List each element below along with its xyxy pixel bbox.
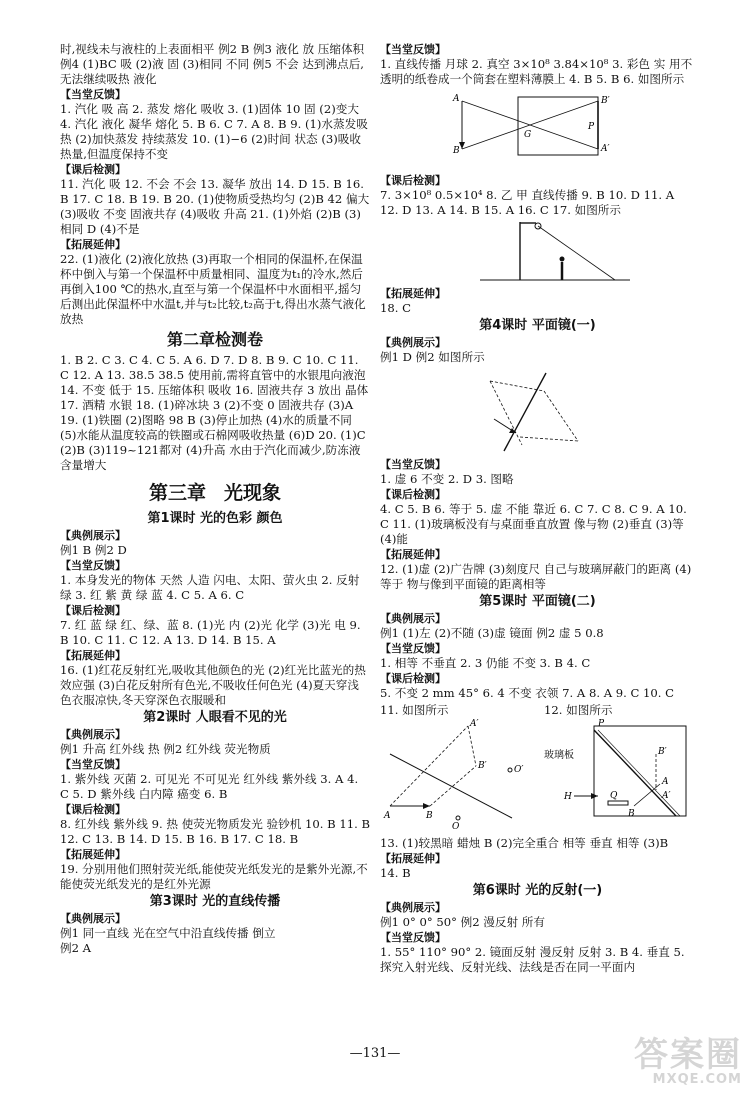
section-tag: 【课后检测】 [60, 163, 126, 176]
section-tag: 【拓展延伸】 [380, 287, 446, 300]
answer-text: 5. 不变 2 mm 45° 6. 4 不变 衣领 7. A 8. A 9. C 10. C [380, 686, 675, 700]
answer-text: 7. 红 蓝 绿 红、绿、蓝 8. (1)光 内 (2)光 化学 (3)光 电 9. B 10. C 11. C 12. A 13. D 14. B 15. A [60, 618, 361, 647]
answer-text: 1. 55° 110° 90° 2. 镜面反射 漫反射 反射 3. B 4. 垂直 5. 探究入射光线、反射光线、法线是否在同一平面内 [380, 945, 685, 974]
answer-text: 14. B [380, 866, 411, 880]
answer-text: 例1 同一直线 光在空气中沿直线传播 倒立 [60, 926, 276, 940]
fig-label: P [588, 122, 595, 132]
fig-label: O′ [514, 765, 524, 775]
answer-text: 1. 虚 6 不变 2. D 3. 图略 [380, 472, 514, 486]
streetlight-shadow-figure [480, 218, 630, 284]
answer-text: 1. B 2. C 3. C 4. C 5. A 6. D 7. D 8. B 9. C 10. C 11. C 12. A 13. 38.5 38.5 使用前,需将直管中的水银甩向液泡 14. 不变 低于 15. 压缩体积 吸收 16. 固液共存 3 放出 晶体 17. 酒精 水银 18. (1)碎冰块 3 (2)不变 0 固液共存 (3)A 19. (1)铁圈 (2)图略 98 B (3)停止加热 (4)水的质量不同 (5)水能从温度较高的铁圈或石棉网吸收热量 (6)D 20. (1)C (2)B (3)119~121都对 (4)升高 水由于汽化而减少,防冻液含量增大 [60, 353, 369, 472]
answer-text: 例1 升高 红外线 热 例2 红外线 荧光物质 [60, 742, 271, 756]
fig-label: A′ [470, 719, 479, 729]
fig-label: B [628, 809, 635, 819]
answer-text: 13. (1)较黑暗 蜡烛 B (2)完全重合 相等 垂直 相等 (3)B [380, 836, 669, 850]
section-tag: 【当堂反馈】 [60, 88, 126, 101]
answer-text: 7. 3×10⁸ 0.5×10⁴ 8. 乙 甲 直线传播 9. B 10. D 11. A 12. D 13. A 14. B 15. A 16. C 17. 如图所示 [380, 188, 675, 217]
answer-text: 例1 0° 0° 50° 例2 漫反射 所有 [380, 915, 545, 929]
watermark-text: 答案圈 [634, 1035, 742, 1075]
section-tag: 【典例展示】 [380, 901, 446, 914]
section-tag: 【课后检测】 [380, 672, 446, 685]
section-tag: 【典例展示】 [60, 529, 126, 542]
right-column [380, 42, 695, 975]
fig-label: A [662, 777, 669, 787]
lesson-title: 第1课时 光的色彩 颜色 [147, 511, 283, 526]
answer-text: 18. C [380, 301, 411, 315]
glass-plate-figure-12 [544, 718, 694, 830]
watermark-url: MXQE.COM [652, 1072, 742, 1087]
section-tag: 【拓展延伸】 [60, 848, 126, 861]
section-tag: 【当堂反馈】 [60, 758, 126, 771]
answer-text: 8. 红外线 紫外线 9. 热 使荧光物质发光 验钞机 10. B 11. B 12. C 13. B 14. D 15. B 16. B 17. C 18. B [60, 817, 370, 846]
fig-label: A′ [601, 144, 610, 154]
section-tag: 【当堂反馈】 [60, 559, 126, 572]
fig-label: B [426, 811, 433, 821]
fig-label: 玻璃板 [544, 750, 574, 761]
answer-text: 4. C 5. B 6. 等于 5. 虚 不能 靠近 6. C 7. C 8. C 9. A 10. C 11. (1)玻璃板没有与桌面垂直放置 像与物 (2)垂直 (3)等 (4)能 [380, 502, 687, 546]
lesson-title: 第2课时 人眼看不见的光 [143, 710, 287, 725]
section-tag: 【拓展延伸】 [380, 548, 446, 561]
section-tag: 【课后检测】 [380, 488, 446, 501]
section-tag: 【拓展延伸】 [60, 238, 126, 251]
section-tag: 【课后检测】 [380, 174, 446, 187]
fig-label: Q [610, 791, 618, 801]
lesson-title: 第3课时 光的直线传播 [149, 894, 281, 909]
mirror-image-figure-11 [380, 718, 530, 830]
section-tag: 【当堂反馈】 [380, 931, 446, 944]
section-tag: 【典例展示】 [60, 912, 126, 925]
answer-text: 12. (1)虚 (2)广告牌 (3)刻度尺 自己与玻璃屏蔽门的距离 (4)等于 物与像到平面镜的距离相等 [380, 562, 692, 591]
section-tag: 【拓展延伸】 [380, 852, 446, 865]
answer-text: 1. 相等 不垂直 2. 3 仍能 不变 3. B 4. C [380, 656, 591, 670]
fig-label: B′ [658, 747, 667, 757]
answer-text: 16. (1)红花反射红光,吸收其他颜色的光 (2)红光比蓝光的热效应强 (3)白花反射所有色光,不吸收任何色光 (4)夏天穿浅色衣服凉快,冬天穿深色衣服暖和 [60, 663, 366, 707]
fig-label: B [453, 146, 460, 156]
figure-row [380, 703, 695, 834]
section-tag: 【当堂反馈】 [380, 43, 446, 56]
lesson-title: 第4课时 平面镜(一) [479, 318, 596, 333]
fig-label: B′ [601, 96, 610, 106]
answer-text: 1. 汽化 吸 高 2. 蒸发 熔化 吸收 3. (1)固体 10 固 (2)变大 4. 汽化 液化 凝华 熔化 5. B 6. C 7. A 8. B 9. (1)水蒸发吸热 (2)加快蒸发 持续蒸发 10. (1)−6 (2)时间 状态 (3)吸收热量,但温度保持不变 [60, 102, 368, 161]
answer-text: 1. 紫外线 灭菌 2. 可见光 不可见光 红外线 紫外线 3. A 4. C 5. D 紫外线 白内障 癌变 6. B [60, 772, 359, 801]
lesson-title: 第5课时 平面镜(二) [479, 594, 596, 609]
answer-text: 例1 B 例2 D [60, 543, 127, 557]
answer-text: 19. 分别用他们照射荧光纸,能使荧光纸发光的是紫外光源,不能使荧光纸发光的是红外光源 [60, 862, 368, 891]
figure-12 [544, 703, 694, 834]
fig-label: H [564, 792, 572, 802]
answer-text: 11. 汽化 吸 12. 不会 不会 13. 凝华 放出 14. D 15. B 16. B 17. C 18. B 19. B 20. (1)使物质受热均匀 (2)B 42 偏大 (3)吸收 不变 固液共存 (4)吸收 升高 21. (1)外焰 (2)B (3)相同 D (4)不是 [60, 177, 370, 236]
test-title: 第二章检测卷 [166, 330, 263, 349]
fig-label: G [524, 130, 532, 140]
answer-text: 例1 (1)左 (2)不随 (3)虚 镜面 例2 虚 5 0.8 [380, 626, 604, 640]
section-tag: 【典例展示】 [380, 612, 446, 625]
answer-text: 1. 直线传播 月球 2. 真空 3×10⁸ 3.84×10⁸ 3. 彩色 实 用不透明的纸卷成一个筒套在塑料薄膜上 4. B 5. B 6. 如图所示 [380, 57, 693, 86]
answer-text: 例2 A [60, 941, 92, 955]
plane-mirror-figure [460, 367, 610, 455]
section-tag: 【课后检测】 [60, 803, 126, 816]
figure-11 [380, 703, 530, 834]
figure-caption: 11. 如图所示 [380, 703, 449, 717]
fig-label: P [598, 719, 605, 729]
fig-label: O [452, 822, 460, 830]
fig-label: A [453, 94, 460, 104]
section-tag: 【当堂反馈】 [380, 642, 446, 655]
section-tag: 【课后检测】 [60, 604, 126, 617]
answer-text: 1. 本身发光的物体 天然 人造 闪电、太阳、萤火虫 2. 反射 绿 3. 红 紫 黄 绿 蓝 4. C 5. A 6. C [60, 573, 360, 602]
answer-text: 22. (1)液化 (2)液化放热 (3)再取一个相同的保温杯,在保温杯中倒入与第一个保温杯中质量相同、温度为t₁的冷水,然后再倒入100 ℃的热水,直至与第一个保温杯中水面相平,摇匀后测出此保温杯中水温t,并与t₂比较,t₂高于t,得出水蒸气液化放热 [60, 252, 366, 326]
fig-label: A′ [662, 791, 671, 801]
answer-text: 例1 D 例2 如图所示 [380, 350, 485, 364]
lesson-title: 第6课时 光的反射(一) [472, 883, 603, 898]
pinhole-camera-figure [450, 89, 630, 171]
page-number: —131— [349, 1046, 401, 1061]
chapter-title: 第三章 光现象 [148, 482, 282, 504]
section-tag: 【当堂反馈】 [380, 458, 446, 471]
fig-label: B′ [478, 761, 487, 771]
section-tag: 【典例展示】 [60, 728, 126, 741]
section-tag: 【典例展示】 [380, 336, 446, 349]
section-tag: 【拓展延伸】 [60, 649, 126, 662]
figure-caption: 12. 如图所示 [544, 703, 613, 717]
watermark-logo [634, 1037, 742, 1087]
fig-label: A [384, 811, 391, 821]
left-column [60, 42, 370, 956]
answer-text: 时,视线未与液柱的上表面相平 例2 B 例3 液化 放 压缩体积 例4 (1)BC 吸 (2)液 固 (3)相同 不同 例5 不会 达到沸点后,无法继续吸热 液化 [60, 42, 365, 86]
